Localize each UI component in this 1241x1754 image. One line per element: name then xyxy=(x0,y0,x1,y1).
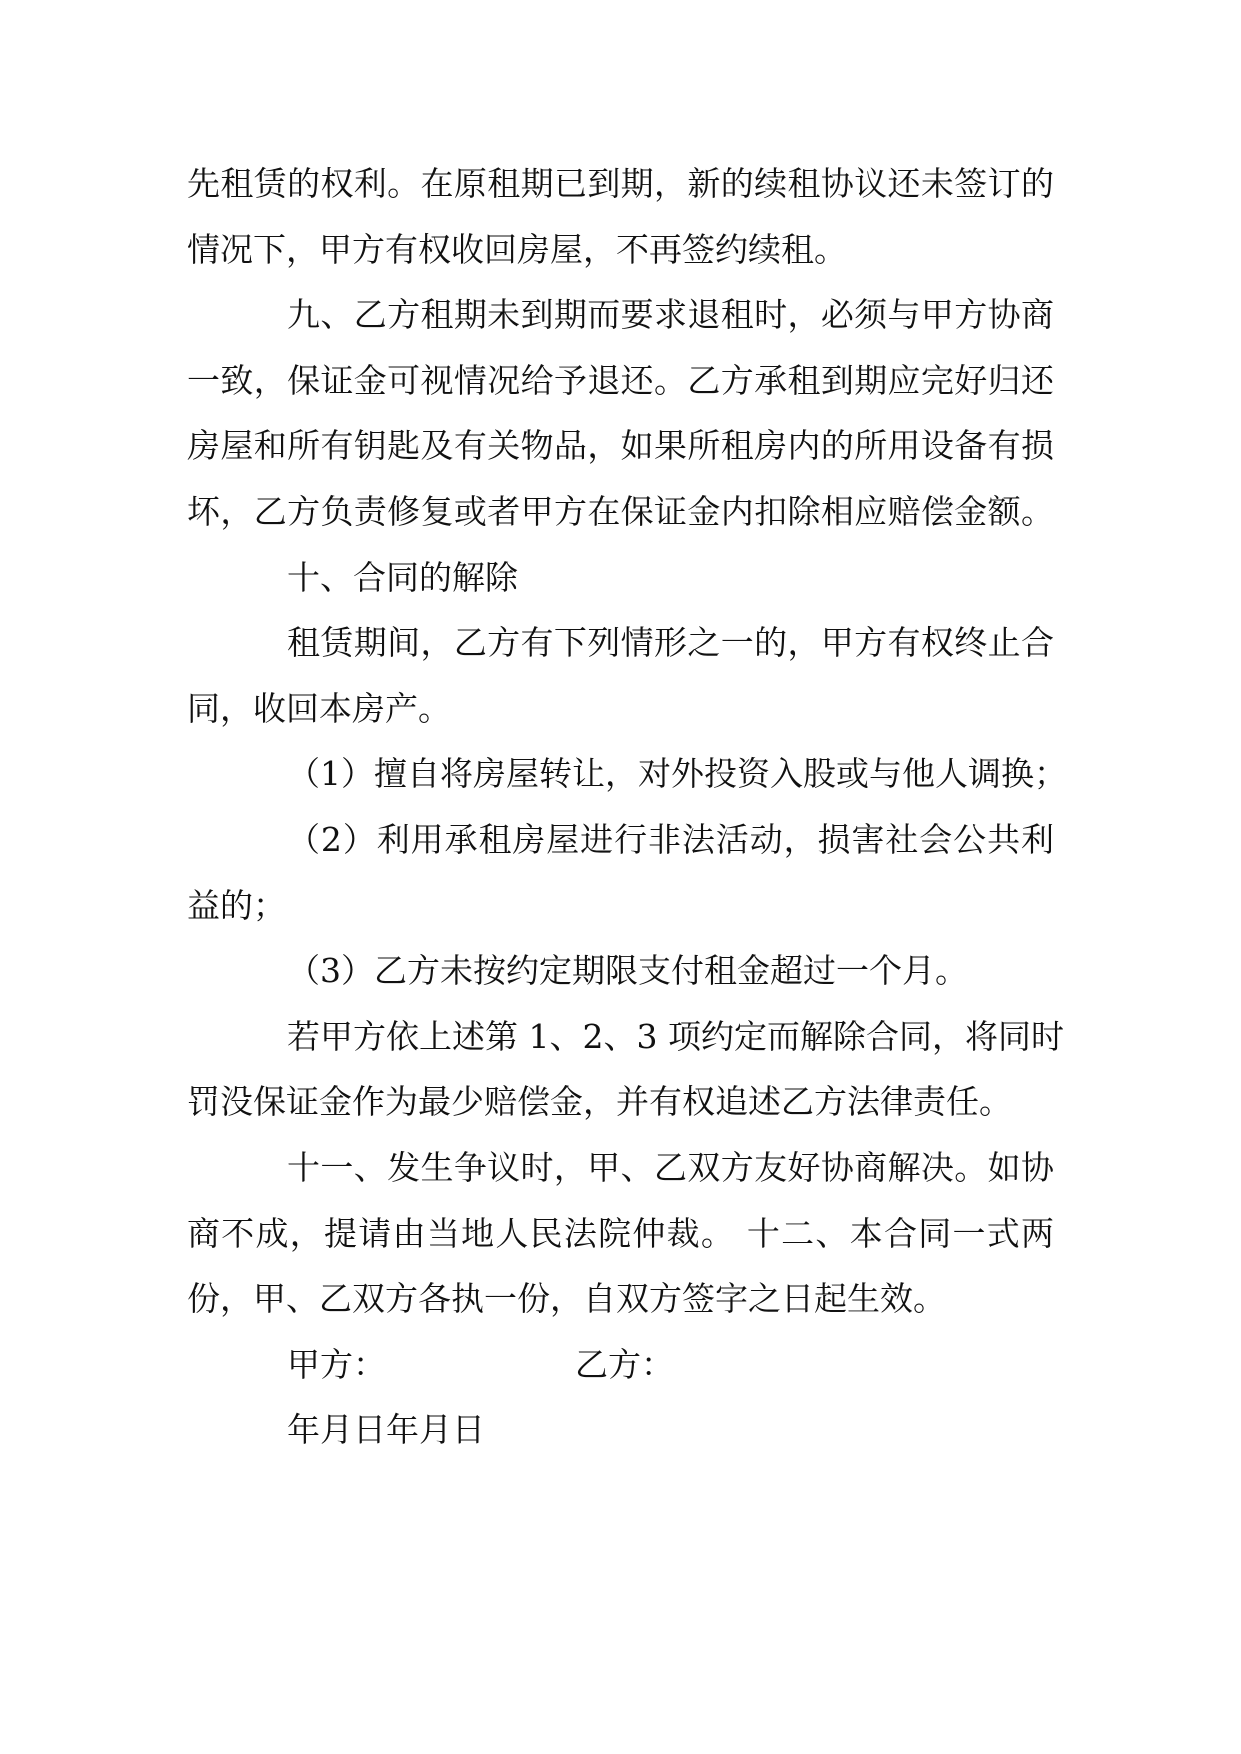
text-line: 商不成，提请由当地人民法院仲裁。 十二、本合同一式两 xyxy=(187,1213,1054,1253)
text-line: 房屋和所有钥匙及有关物品，如果所租房内的所用设备有损 xyxy=(187,426,1054,466)
termination-item-1 xyxy=(187,741,1067,807)
text-line: 若甲方依上述第 1、2、3 项约定而解除合同，将同时 xyxy=(287,1016,1064,1056)
clause-8-continuation-paragraph xyxy=(187,151,1054,282)
text-line: 同，收回本房产。 xyxy=(187,688,451,728)
termination-consequence-paragraph xyxy=(187,1004,1064,1135)
clause-11-12-paragraph xyxy=(187,1135,1054,1332)
text-line: 罚没保证金作为最少赔偿金，并有权追述乙方法律责任。 xyxy=(187,1082,1012,1122)
termination-item-2 xyxy=(187,807,1054,938)
text-line: 份，甲、乙双方各执一份，自双方签字之日起生效。 xyxy=(187,1279,946,1319)
text-line: 九、乙方租期未到期而要求退租时，必须与甲方协商 xyxy=(287,295,1054,335)
text-line: 十一、发生争议时，甲、乙双方友好协商解决。如协 xyxy=(287,1147,1054,1187)
document-body xyxy=(187,151,1067,1463)
text-line: 租赁期间，乙方有下列情形之一的，甲方有权终止合 xyxy=(287,623,1054,663)
text-line: 益的； xyxy=(187,885,286,925)
text-line: （1）擅自将房屋转让，对外投资入股或与他人调换； xyxy=(287,754,1067,794)
text-line: 坏，乙方负责修复或者甲方在保证金内扣除相应赔偿金额。 xyxy=(187,491,1054,531)
text-line: （3）乙方未按约定期限支付租金超过一个月。 xyxy=(287,951,968,991)
clause-10-heading xyxy=(187,545,1054,611)
termination-item-3 xyxy=(187,938,1054,1004)
signature-row xyxy=(187,1332,1054,1398)
text-line: 十、合同的解除 xyxy=(287,557,518,597)
signature-date-line: 年月日年月日 xyxy=(287,1410,485,1450)
text-line: 先租赁的权利。在原租期已到期，新的续租协议还未签订的 xyxy=(187,164,1054,203)
party-b-signature-label: 乙方： xyxy=(575,1344,674,1384)
text-line: （2）利用承租房屋进行非法活动，损害社会公共利 xyxy=(287,819,1054,859)
text-line: 一致，保证金可视情况给予退还。乙方承租到期应完好归还 xyxy=(187,360,1054,400)
termination-intro-paragraph xyxy=(187,610,1054,741)
clause-9-paragraph xyxy=(187,282,1054,544)
text-line: 情况下，甲方有权收回房屋，不再签约续租。 xyxy=(187,229,847,269)
party-a-signature-label: 甲方： xyxy=(287,1344,386,1384)
